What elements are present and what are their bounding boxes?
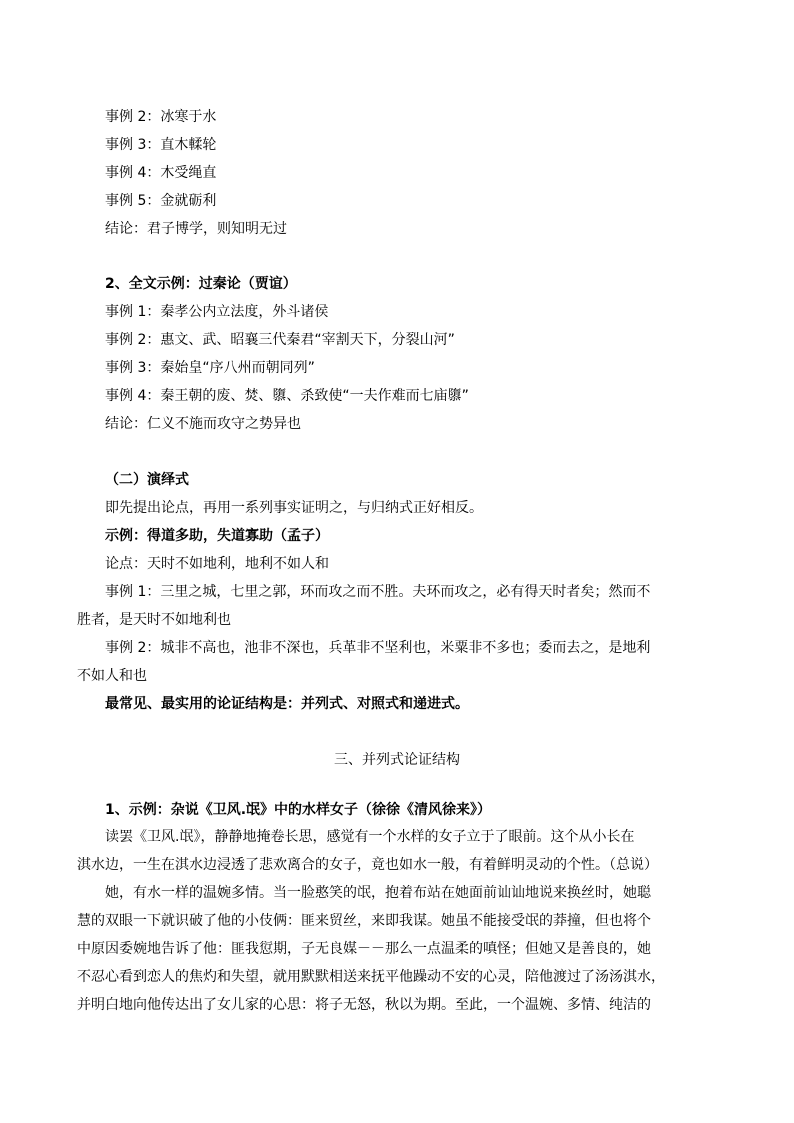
example-line: 事例 2：城非不高也，池非不深也，兵革非不坚利也，米粟非不多也；委而去之，是地利 bbox=[105, 640, 651, 656]
example-line: 事例 3：秦始皇“序八州而朝同列” bbox=[105, 360, 315, 376]
example-line: 事例 4：木受绳直 bbox=[105, 165, 217, 181]
summary-line: 最常见、最实用的论证结构是：并列式、对照式和递进式。 bbox=[105, 696, 469, 712]
paragraph-line: 不忍心看到恋人的焦灼和失望，就用默默相送来抚平他躁动不安的心灵，陪他渡过了汤汤淇水， bbox=[77, 969, 665, 985]
example-line: 事例 2：惠文、武、昭襄三代秦君“宰割天下，分裂山河” bbox=[105, 332, 455, 348]
example-line: 事例 1：三里之城，七里之郭，环而攻之而不胜。夫环而攻之，必有得天时者矣；然而不 bbox=[105, 584, 651, 600]
section-title: 三、并列式论证结构 bbox=[334, 752, 460, 768]
conclusion-line: 结论：君子博学，则知明无过 bbox=[105, 221, 287, 237]
subsection-heading: （二）演绎式 bbox=[105, 472, 189, 488]
example-line-cont: 不如人和也 bbox=[77, 668, 147, 684]
paragraph-line: 她，有水一样的温婉多情。当一脸憨笑的氓，抱着布站在她面前讪讪地说来换丝时，她聪 bbox=[105, 885, 651, 901]
example-line: 事例 1：秦孝公内立法度，外斗诸侯 bbox=[105, 304, 329, 320]
example-heading: 1、示例：杂说《卫风.氓》中的水样女子（徐徐《清风徐来》） bbox=[105, 802, 492, 818]
example-heading: 示例：得道多助，失道寡助（孟子） bbox=[105, 528, 329, 544]
conclusion-line: 结论：仁义不施而攻守之势异也 bbox=[105, 416, 301, 432]
example-line: 事例 3：直木輮轮 bbox=[105, 137, 217, 153]
example-line: 事例 2：冰寒于水 bbox=[105, 109, 217, 125]
example-line: 事例 4：秦王朝的废、焚、隳、杀致使“一夫作难而七庙隳” bbox=[105, 388, 469, 404]
paragraph-line: 并明白地向他传达出了女儿家的心思：将子无怒，秋以为期。至此，一个温婉、多情、纯洁的 bbox=[77, 997, 651, 1013]
paragraph-line: 读罢《卫风.氓》，静静地掩卷长思，感觉有一个水样的女子立于了眼前。这个从小长在 bbox=[105, 829, 635, 845]
example-line-cont: 胜者，是天时不如地利也 bbox=[77, 612, 231, 628]
section-heading: 2、全文示例：过秦论（贾谊） bbox=[105, 276, 297, 292]
paragraph-line: 淇水边，一生在淇水边浸透了悲欢离合的女子，竟也如水一般，有着鲜明灵动的个性。（总说） bbox=[77, 857, 658, 873]
example-line: 事例 5：金就砺利 bbox=[105, 193, 217, 209]
paragraph-line: 慧的双眼一下就识破了他的小伎俩：匪来贸丝，来即我谋。她虽不能接受氓的莽撞，但也将个 bbox=[77, 913, 651, 929]
intro-line: 即先提出论点，再用一系列事实证明之，与归纳式正好相反。 bbox=[105, 500, 483, 516]
paragraph-line: 中原因委婉地告诉了他：匪我愆期，子无良媒－－那么一点温柔的嗔怪；但她又是善良的，她 bbox=[77, 941, 651, 957]
thesis-line: 论点：天时不如地利，地利不如人和 bbox=[105, 556, 329, 572]
